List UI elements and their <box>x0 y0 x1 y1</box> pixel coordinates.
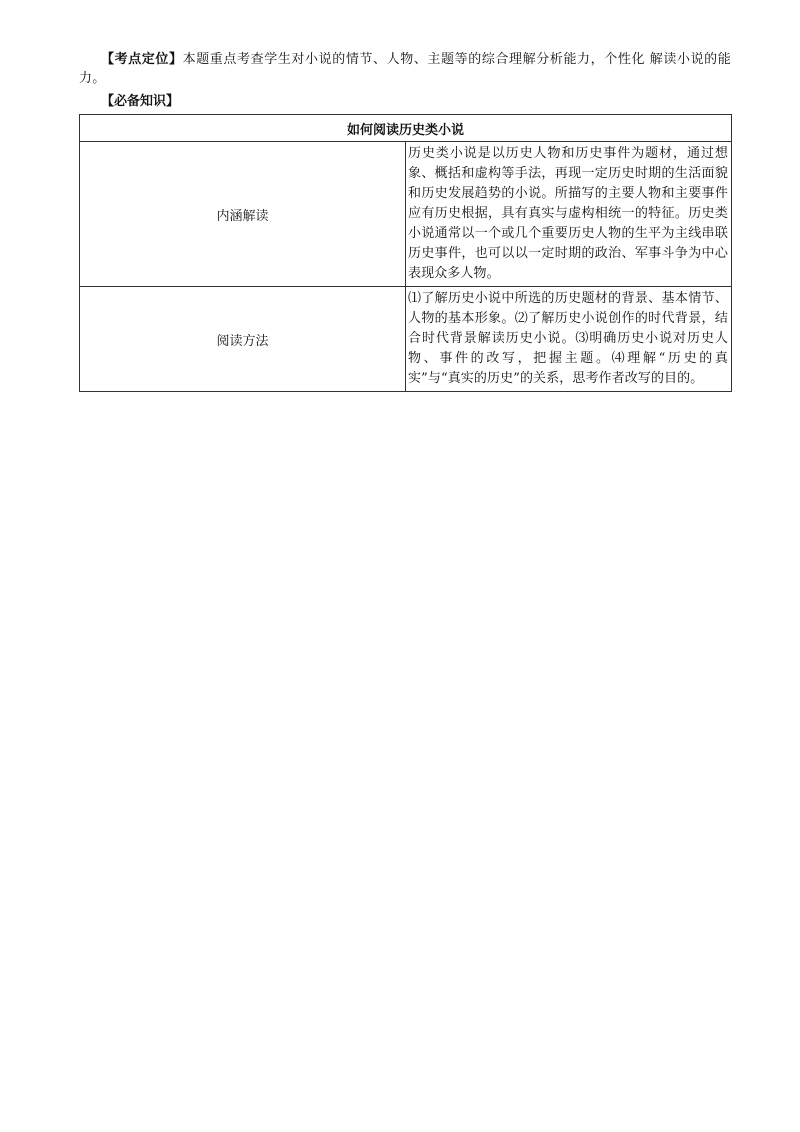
table-row <box>80 142 732 287</box>
document-page <box>79 50 731 392</box>
row-label-meaning: 内涵解读 <box>80 142 406 287</box>
row-content-meaning: 历史类小说是以历史人物和历史事件为题材，通过想象、概括和虚构等手法，再现一定历史时期的生活面貌和历史发展趋势的小说。所描写的主要人物和主要事件应有历史根据，具有真实与虚构相统一的特征。历史类小说通常以一个或几个重要历史人物的生平为主线串联历史事件，也可以以一定时期的政治、军事斗争为中心表现众多人物。 <box>406 142 732 287</box>
table-title-row <box>80 115 732 142</box>
table-title: 如何阅读历史类小说 <box>80 115 732 142</box>
row-label-method: 阅读方法 <box>80 287 406 392</box>
intro-paragraph <box>79 50 731 88</box>
section-heading: 【必备知识】 <box>101 94 180 109</box>
intro-text: 本题重点考查学生对小说的情节、人物、主题等的综合理解分析能力，个性化 解读小说的能力。 <box>79 52 731 86</box>
knowledge-table <box>79 114 732 392</box>
table-row <box>80 287 732 392</box>
row-content-method: ⑴了解历史小说中所选的历史题材的背景、基本情节、人物的基本形象。⑵了解历史小说创作的时代背景，结合时代背景解读历史小说。⑶明确历史小说对历史人物、事件的改写，把握主题。⑷理解“历史的真实”与“真实的历史”的关系，思考作者改写的目的。 <box>406 287 732 392</box>
intro-tag: 【考点定位】 <box>101 52 183 67</box>
